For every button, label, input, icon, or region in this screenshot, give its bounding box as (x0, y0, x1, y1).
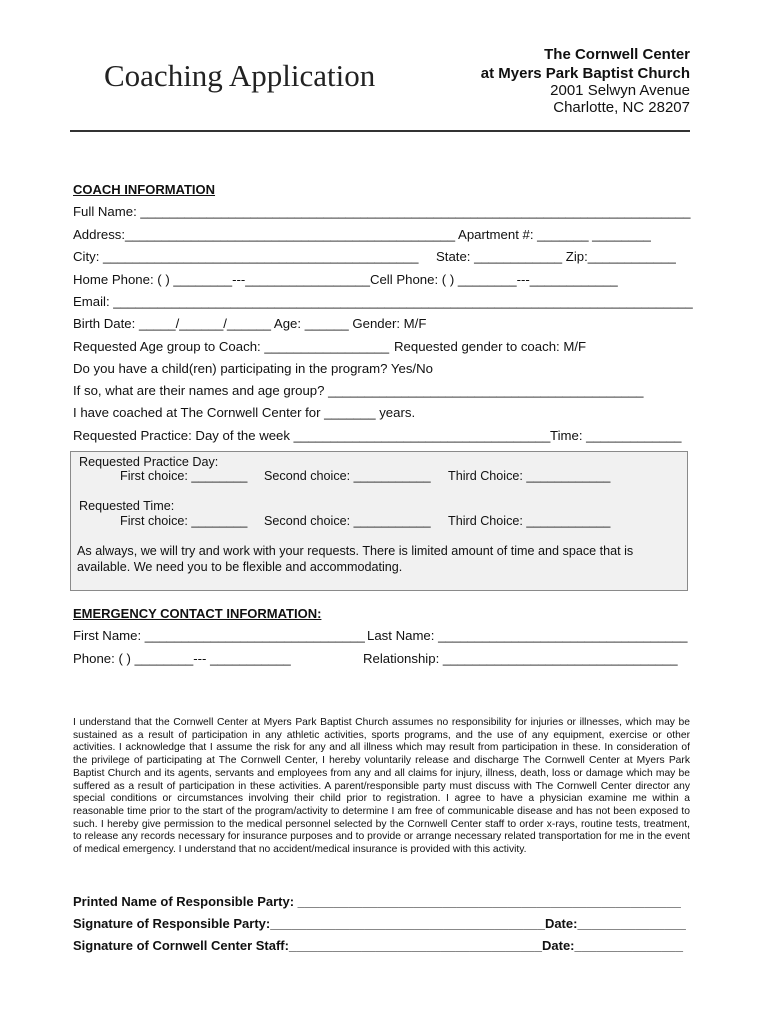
coach-info-heading: COACH INFORMATION (73, 182, 216, 197)
time-second-choice[interactable]: Second choice: ___________ (264, 514, 431, 528)
org-address-line1: 2001 Selwyn Avenue (550, 82, 690, 99)
email-field[interactable]: Email: _______________________________________________________________________________ (73, 294, 693, 309)
children-names-field[interactable]: If so, what are their names and age group? ___________________________________________ (73, 383, 644, 398)
city-field[interactable]: City: ___________________________________________ (73, 249, 419, 264)
children-question[interactable]: Do you have a child(ren) participating in the program? Yes/No (73, 361, 433, 376)
emergency-last-name-field[interactable]: Last Name: __________________________________ (367, 628, 688, 643)
responsible-party-signature-field[interactable]: Signature of Responsible Party:______________________________________Date:_______________ (73, 916, 686, 931)
day-first-choice[interactable]: First choice: ________ (120, 469, 248, 483)
practice-time-label: Requested Time: (79, 499, 175, 513)
birth-age-gender-field[interactable]: Birth Date: _____/______/______ Age: ______ Gender: M/F (73, 316, 427, 331)
state-zip-field[interactable]: State: ____________ Zip:____________ (436, 249, 676, 264)
emergency-heading: EMERGENCY CONTACT INFORMATION: (73, 606, 322, 621)
time-third-choice[interactable]: Third Choice: ____________ (448, 514, 611, 528)
gender-coach-field[interactable]: Requested gender to coach: M/F (394, 339, 587, 354)
practice-day-field[interactable]: Requested Practice: Day of the week ___________________________________ (73, 428, 551, 443)
org-name: The Cornwell Center (544, 46, 690, 63)
emergency-relationship-field[interactable]: Relationship: ________________________________ (363, 651, 678, 666)
header-divider (70, 130, 690, 132)
day-second-choice[interactable]: Second choice: ___________ (264, 469, 431, 483)
practice-note-line1: As always, we will try and work with your requests. There is limited amount of time and space that is (77, 544, 634, 558)
emergency-phone-field[interactable]: Phone: ( ) ________--- ___________ (73, 651, 291, 666)
day-third-choice[interactable]: Third Choice: ____________ (448, 469, 611, 483)
page-title: Coaching Application (104, 58, 376, 93)
liability-waiver-text: I understand that the Cornwell Center at Myers Park Baptist Church assumes no responsibility for injuries or illnesses, which may be sustained as a result of participation in any athletic activities, sports programs, and the use of any equipment, exercise or other activities. I acknowledge that I assume the risk for any and all illness which may result from participation in these. In consideration of the privilege of participating at The Cornwell Center, I hereby voluntarily release and discharge The Cornwell Center at Myers Park Baptist Church and its agents, servants and employees from any and all claims for injury, illness, death, loss or damage which may be suffered as a result of participation in these activities. A parent/responsible party must discuss with The Cornwell Center director any special conditions or circumstances involving their child prior to registration. I agree to have a physician examine me within a reasonable time prior to the start of the program/activity to determine I am free of communicable disease and has not been exposed to such. I hereby give permission to the medical personnel selected by the Cornwell Center staff to order x-rays, routine tests, treatment, to release any records necessary for insurance purposes and to provide or arrange necessary related transportation for me in the event of medical emergency. I understand that no accident/medical insurance is provided with this activity. (73, 717, 690, 856)
printed-name-field[interactable]: Printed Name of Responsible Party: _____________________________________________________ (73, 894, 681, 909)
practice-time-field[interactable]: Time: _____________ (550, 428, 682, 443)
emergency-first-name-field[interactable]: First Name: ______________________________ (73, 628, 365, 643)
org-subtitle: at Myers Park Baptist Church (480, 65, 690, 82)
years-coached-field[interactable]: I have coached at The Cornwell Center for _______ years. (73, 405, 416, 420)
age-group-field[interactable]: Requested Age group to Coach: _________________ (73, 339, 390, 354)
org-address-line2: Charlotte, NC 28207 (553, 99, 690, 116)
time-first-choice[interactable]: First choice: ________ (120, 514, 248, 528)
full-name-field[interactable]: Full Name: ___________________________________________________________________________ (73, 204, 691, 219)
practice-note-line2: available. We need you to be flexible and accommodating. (77, 560, 403, 574)
staff-signature-field[interactable]: Signature of Cornwell Center Staff:___________________________________Date:_______________ (73, 938, 683, 953)
practice-day-label: Requested Practice Day: (79, 455, 219, 469)
practice-preferences-box (70, 451, 688, 591)
address-field[interactable]: Address:_____________________________________________ Apartment #: _______ ________ (73, 227, 651, 242)
phone-field[interactable]: Home Phone: ( ) ________---_________________Cell Phone: ( ) ________---____________ (73, 272, 618, 287)
